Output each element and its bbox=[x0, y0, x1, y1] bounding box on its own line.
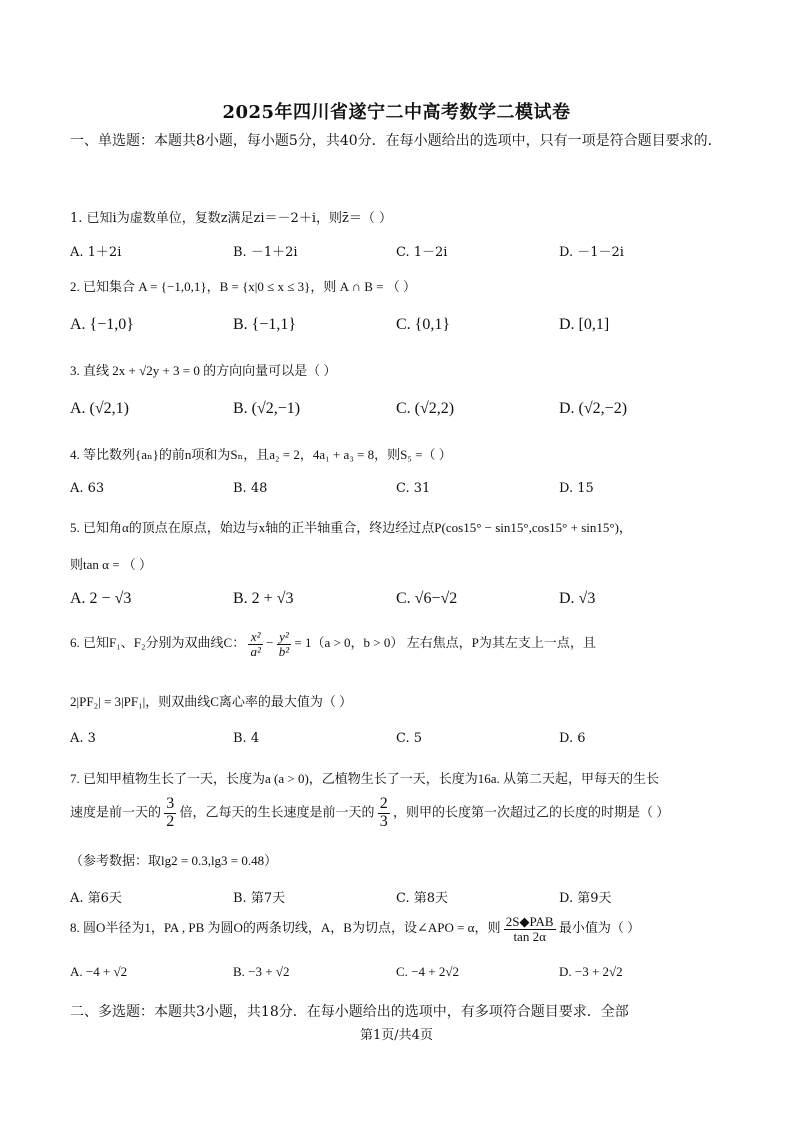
q8-frac-num: 2S◆PAB bbox=[505, 914, 554, 929]
q6-frac-y-num: y² bbox=[277, 630, 291, 645]
q6-option-b[interactable]: B. 4 bbox=[233, 731, 260, 746]
q3-option-b[interactable]: B. (√2,−1) bbox=[233, 400, 301, 417]
q6-option-d[interactable]: D. 6 bbox=[559, 731, 586, 746]
question-1-options bbox=[70, 241, 730, 263]
question-5-stem-line2: 则tan α = （ ） bbox=[70, 557, 153, 572]
q7-frac2-num: 2 bbox=[379, 795, 388, 812]
q3-option-c[interactable]: C. (√2,2) bbox=[396, 400, 455, 417]
question-7-options bbox=[70, 887, 730, 909]
q7-frac2-den: 3 bbox=[379, 812, 388, 830]
question-6-options bbox=[70, 731, 730, 753]
q7-stem2-part-c: ，则甲的长度第一次超过乙的长度的时期是（ ） bbox=[393, 804, 670, 820]
q6-minus: − bbox=[266, 635, 274, 651]
question-7-stem-line2 bbox=[70, 796, 730, 831]
question-5-stem: 5. 已知角α的顶点在原点，始边与x轴的正半轴重合，终边经过点P(cos15° − sin15°,cos15° + sin15°)， bbox=[70, 520, 632, 535]
q8-option-c[interactable]: C. −4 + 2√2 bbox=[396, 964, 459, 979]
q6-frac-x-num: x² bbox=[248, 630, 262, 645]
q3-option-d[interactable]: D. (√2,−2) bbox=[559, 400, 628, 417]
q6-stem-part-a: 6. 已知F₁、F₂分别为双曲线C： bbox=[70, 635, 246, 651]
question-8-stem bbox=[70, 915, 730, 943]
q7-fraction-3-2 bbox=[164, 796, 176, 831]
q2-option-b[interactable]: B. {−1,1} bbox=[233, 316, 297, 333]
q6-fraction-y bbox=[277, 630, 291, 658]
question-1-stem: 1. 已知i为虚数单位，复数z满足zi＝－2＋i，则z̄＝（ ） bbox=[70, 211, 392, 226]
q5-option-c[interactable]: C. √6−√2 bbox=[396, 590, 458, 607]
q7-option-a[interactable]: A. 第6天 bbox=[70, 891, 122, 906]
q8-option-b[interactable]: B. −3 + √2 bbox=[233, 964, 290, 979]
q7-stem2-part-a: 速度是前一天的 bbox=[70, 804, 162, 820]
q7-frac1-num: 3 bbox=[166, 795, 175, 812]
q4-option-c[interactable]: C. 31 bbox=[396, 481, 431, 496]
q8-frac-den: tan 2α bbox=[513, 928, 546, 944]
q1-option-c[interactable]: C. 1－2i bbox=[396, 245, 448, 260]
q5-option-d[interactable]: D. √3 bbox=[559, 590, 596, 607]
question-8-options bbox=[70, 964, 730, 986]
question-6-stem-line2: 2|PF₂| = 3|PF₁|，则双曲线C离心率的最大值为（ ） bbox=[70, 694, 353, 709]
q7-option-d[interactable]: D. 第9天 bbox=[559, 891, 612, 906]
q1-option-a[interactable]: A. 1＋2i bbox=[70, 245, 122, 260]
q8-option-d[interactable]: D. −3 + 2√2 bbox=[559, 964, 623, 979]
q6-frac-x-den: a² bbox=[250, 643, 261, 659]
q7-frac1-den: 2 bbox=[166, 812, 175, 830]
q7-stem2-part-b: 倍，乙每天的生长速度是前一天的 bbox=[179, 804, 375, 820]
q4-option-a[interactable]: A. 63 bbox=[70, 481, 105, 496]
question-4-options bbox=[70, 481, 730, 503]
q8-stem-part-a: 8. 圆O半径为1，PA , PB 为圆O的两条切线，A，B为切点，设∠APO = α，则 bbox=[70, 920, 501, 936]
section-1-heading: 一、单选题：本题共8小题，每小题5分，共40分．在每小题给出的选项中，只有一项是符合题目要求的． bbox=[70, 133, 722, 149]
q2-option-c[interactable]: C. {0,1} bbox=[396, 316, 451, 333]
q3-option-a[interactable]: A. (√2,1) bbox=[70, 400, 129, 417]
q6-fraction-x bbox=[248, 630, 262, 658]
question-2-options bbox=[70, 316, 730, 338]
q6-option-a[interactable]: A. 3 bbox=[70, 731, 96, 746]
q2-option-a[interactable]: A. {−1,0} bbox=[70, 316, 134, 333]
question-7-reference: （参考数据：取lg2 = 0.3,lg3 = 0.48） bbox=[70, 853, 278, 868]
page-title: 2025年四川省遂宁二中高考数学二模试卷 bbox=[222, 102, 571, 123]
q8-option-a[interactable]: A. −4 + √2 bbox=[70, 964, 128, 979]
question-3-stem: 3. 直线 2x + √2y + 3 = 0 的方向向量可以是（ ） bbox=[70, 363, 337, 378]
question-3-options bbox=[70, 400, 730, 422]
q5-option-b[interactable]: B. 2 + √3 bbox=[233, 590, 294, 607]
question-2-stem: 2. 已知集合 A = {−1,0,1}，B = {x|0 ≤ x ≤ 3}，则 A ∩ B = （ ） bbox=[70, 279, 416, 294]
q4-option-b[interactable]: B. 48 bbox=[233, 481, 268, 496]
q6-option-c[interactable]: C. 5 bbox=[396, 731, 423, 746]
question-4-stem: 4. 等比数列{aₙ}的前n项和为Sₙ，且a₂ = 2，4a₁ + a₃ = 8，则S₅ =（ ） bbox=[70, 447, 452, 462]
q7-option-c[interactable]: C. 第8天 bbox=[396, 891, 449, 906]
q1-option-b[interactable]: B. －1＋2i bbox=[233, 245, 298, 260]
question-5-options bbox=[70, 590, 730, 612]
q8-stem-part-b: 最小值为（ ） bbox=[558, 920, 641, 936]
q2-option-d[interactable]: D. [0,1] bbox=[559, 316, 610, 333]
q7-option-b[interactable]: B. 第7天 bbox=[233, 891, 286, 906]
q5-option-a[interactable]: A. 2 − √3 bbox=[70, 590, 132, 607]
q1-option-d[interactable]: D. －1－2i bbox=[559, 245, 624, 260]
q8-fraction bbox=[504, 915, 556, 943]
page-footer: 第1页/共4页 bbox=[360, 1028, 433, 1043]
q4-option-d[interactable]: D. 15 bbox=[559, 481, 594, 496]
q6-stem-part-b: = 1（a > 0，b > 0） 左右焦点，P为其左支上一点，且 bbox=[294, 635, 596, 651]
q6-frac-y-den: b² bbox=[278, 643, 290, 659]
q7-fraction-2-3 bbox=[378, 796, 390, 831]
section-2-heading: 二、多选题：本题共3小题，共18分．在每小题给出的选项中，有多项符合题目要求．全部 bbox=[70, 1004, 629, 1020]
question-7-stem: 7. 已知甲植物生长了一天，长度为a (a > 0)，乙植物生长了一天，长度为16a. 从第二天起，甲每天的生长 bbox=[70, 771, 660, 786]
question-6-stem bbox=[70, 630, 730, 658]
